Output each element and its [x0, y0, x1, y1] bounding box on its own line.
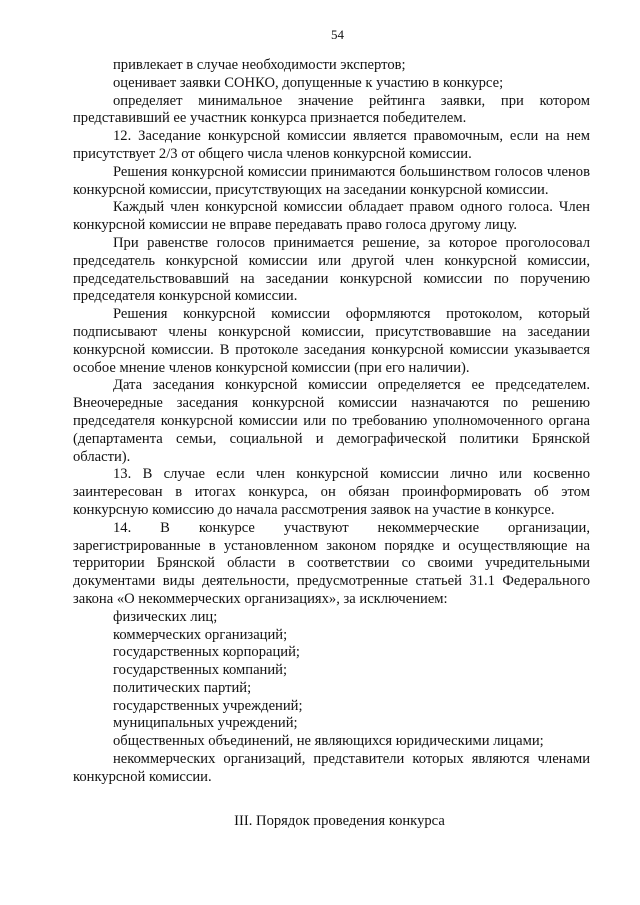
document-body	[73, 57, 590, 787]
paragraph-protocol: Решения конкурсной комиссии оформляются протоколом, который подписывают члены конкурсной комиссии, присутствовавшие на заседании конкурсной комиссии. В протоколе заседания конкурсной комиссии указывается особое мнение членов конкурсной комиссии (при его наличии).	[73, 306, 590, 376]
paragraph-rating: определяет минимальное значение рейтинга заявки, при котором представивший ее участник конкурса признается победителем.	[73, 92, 590, 127]
list-item: оценивает заявки СОНКО, допущенные к участию в конкурсе;	[113, 74, 504, 91]
list-item: физических лиц;	[113, 608, 218, 625]
paragraph-12: 12. Заседание конкурсной комиссии является правомочным, если на нем присутствует 2/3 от общего числа членов конкурсной комиссии.	[73, 128, 590, 162]
paragraph-13: 13. В случае если член конкурсной комиссии лично или косвенно заинтересован в итогах конкурса, он обязан проинформировать об этом конкурсную комиссию до начала рассмотрения заявок на участие в конкурсе.	[73, 466, 590, 518]
section-title: III. Порядок проведения конкурса	[234, 812, 445, 829]
paragraph-14: 14. В конкурсе участвуют некоммерческие организации, зарегистрированные в установленном законом порядке и осуществляющие на территории Брянской области в соответствии со своими учредительными документами виды деятельности, предусмотренные статьей 31.1 Федерального закона «О некоммерческих организациях», за исключением:	[73, 519, 590, 607]
list-item: муниципальных учреждений;	[113, 715, 298, 732]
paragraph-one-vote: Каждый член конкурсной комиссии обладает правом одного голоса. Член конкурсной комиссии не вправе передавать право голоса другому лицу.	[73, 199, 590, 234]
list-item: государственных корпораций;	[113, 644, 300, 661]
page-number: 54	[331, 27, 344, 42]
list-item: политических партий;	[113, 679, 252, 696]
exclusions-list	[73, 609, 590, 751]
paragraph-last-exclusion: некоммерческих организаций, представители которых являются членами конкурсной комиссии.	[73, 751, 590, 785]
intro-list	[73, 57, 590, 93]
list-item: коммерческих организаций;	[113, 626, 288, 643]
list-item: государственных компаний;	[113, 662, 288, 679]
paragraph-equal-votes: При равенстве голосов принимается решение, за которое проголосовал председатель конкурсной комиссии или другой член конкурсной комиссии, председательствовавший на заседании конкурсной комиссии по поручению председателя конкурсной комиссии.	[73, 234, 590, 305]
paragraph-meeting-date: Дата заседания конкурсной комиссии определяется ее председателем. Внеочередные заседания конкурсной комиссии назначаются по решению председателя конкурсной комиссии или по требованию уполномоченного органа (департамента семьи, социальной и демографической политики Брянской области).	[73, 377, 590, 465]
paragraph-decisions-majority: Решения конкурсной комиссии принимаются большинством голосов членов конкурсной комиссии, присутствующих на заседании конкурсной комиссии.	[73, 163, 590, 198]
list-item: государственных учреждений;	[113, 697, 303, 714]
list-item: привлекает в случае необходимости экспертов;	[113, 57, 406, 73]
list-item: общественных объединений, не являющихся юридическими лицами;	[113, 733, 544, 750]
